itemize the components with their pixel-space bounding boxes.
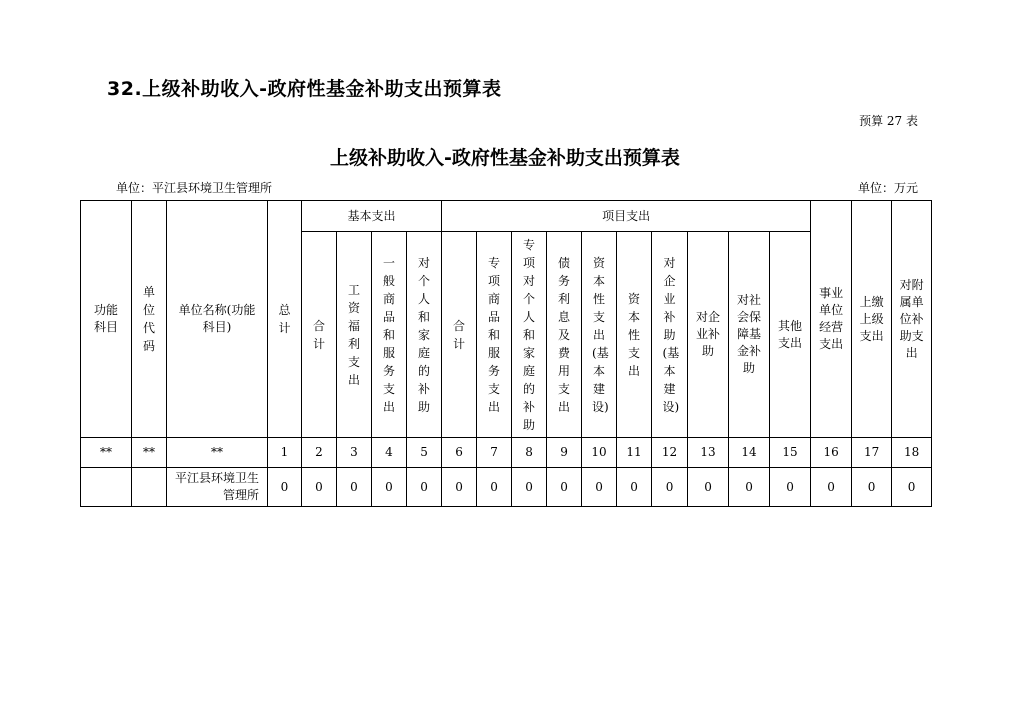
page-heading: 32.上级补助收入-政府性基金补助支出预算表 (107, 78, 502, 100)
index-cell: 17 (852, 438, 892, 468)
data-value: 0 (302, 468, 337, 507)
index-cell: 7 (477, 438, 512, 468)
data-value: 0 (337, 468, 372, 507)
index-cell: 13 (688, 438, 729, 468)
budget-table (80, 200, 932, 507)
index-cell: 4 (372, 438, 407, 468)
header-social: 对社会保障基金补助 (729, 232, 770, 438)
data-unit-code (132, 468, 167, 507)
index-cell: 10 (582, 438, 617, 468)
header-basic-sum: 合计 (302, 232, 337, 438)
header-project-group: 项目支出 (442, 201, 811, 232)
data-value: 0 (582, 468, 617, 507)
header-enterprise: 对企业补助 (688, 232, 729, 438)
data-value: 0 (512, 468, 547, 507)
header-other: 其他支出 (770, 232, 811, 438)
header-unit-name: 单位名称(功能科目) (167, 201, 268, 438)
index-cell: ** (167, 438, 268, 468)
header-unit-code: 单位代码 (132, 201, 167, 438)
header-special-goods: 专项商品和服务支出 (477, 232, 512, 438)
header-capital-basic: 资本性支出(基本建设) (582, 232, 617, 438)
data-value: 0 (892, 468, 932, 507)
data-value: 0 (652, 468, 688, 507)
data-value: 0 (770, 468, 811, 507)
index-cell: 2 (302, 438, 337, 468)
data-value: 0 (268, 468, 302, 507)
index-cell: 11 (617, 438, 652, 468)
data-value: 0 (547, 468, 582, 507)
currency-unit-label: 单位：万元 (857, 181, 918, 195)
header-wage: 工资福利支出 (337, 232, 372, 438)
table-title: 上级补助收入-政府性基金补助支出预算表 (330, 147, 680, 169)
data-value: 0 (617, 468, 652, 507)
header-row-1 (81, 201, 932, 232)
index-cell: 5 (407, 438, 442, 468)
data-value: 0 (729, 468, 770, 507)
data-value: 0 (688, 468, 729, 507)
header-capital: 资本性支出 (617, 232, 652, 438)
header-special-personal: 专项对个人和家庭的补助 (512, 232, 547, 438)
data-value: 0 (407, 468, 442, 507)
table-number: 预算 27 表 (859, 114, 918, 128)
data-value: 0 (852, 468, 892, 507)
index-cell: 9 (547, 438, 582, 468)
index-cell: 15 (770, 438, 811, 468)
data-value: 0 (442, 468, 477, 507)
header-func-subject: 功能科目 (81, 201, 132, 438)
index-cell: 8 (512, 438, 547, 468)
index-cell: 3 (337, 438, 372, 468)
index-cell: 6 (442, 438, 477, 468)
data-value: 0 (811, 468, 852, 507)
header-enterprise-basic: 对企业补助(基本建设) (652, 232, 688, 438)
index-cell: 18 (892, 438, 932, 468)
header-upper: 上缴上级支出 (852, 201, 892, 438)
data-value: 0 (372, 468, 407, 507)
unit-label: 单位：平江县环境卫生管理所 (116, 181, 273, 195)
header-basic-group: 基本支出 (302, 201, 442, 232)
index-cell: 12 (652, 438, 688, 468)
data-unit-name: 平江县环境卫生管理所 (167, 468, 268, 507)
index-row (81, 438, 932, 468)
header-business: 事业单位经营支出 (811, 201, 852, 438)
header-personal: 对个人和家庭的补助 (407, 232, 442, 438)
index-cell: 14 (729, 438, 770, 468)
header-total: 总计 (268, 201, 302, 438)
header-goods: 一般商品和服务支出 (372, 232, 407, 438)
header-affiliated: 对附属单位补助支出 (892, 201, 932, 438)
data-row (81, 468, 932, 507)
header-debt: 债务利息及费用支出 (547, 232, 582, 438)
index-cell: ** (81, 438, 132, 468)
data-func-subject (81, 468, 132, 507)
header-project-sum: 合计 (442, 232, 477, 438)
data-value: 0 (477, 468, 512, 507)
index-cell: 1 (268, 438, 302, 468)
index-cell: 16 (811, 438, 852, 468)
index-cell: ** (132, 438, 167, 468)
